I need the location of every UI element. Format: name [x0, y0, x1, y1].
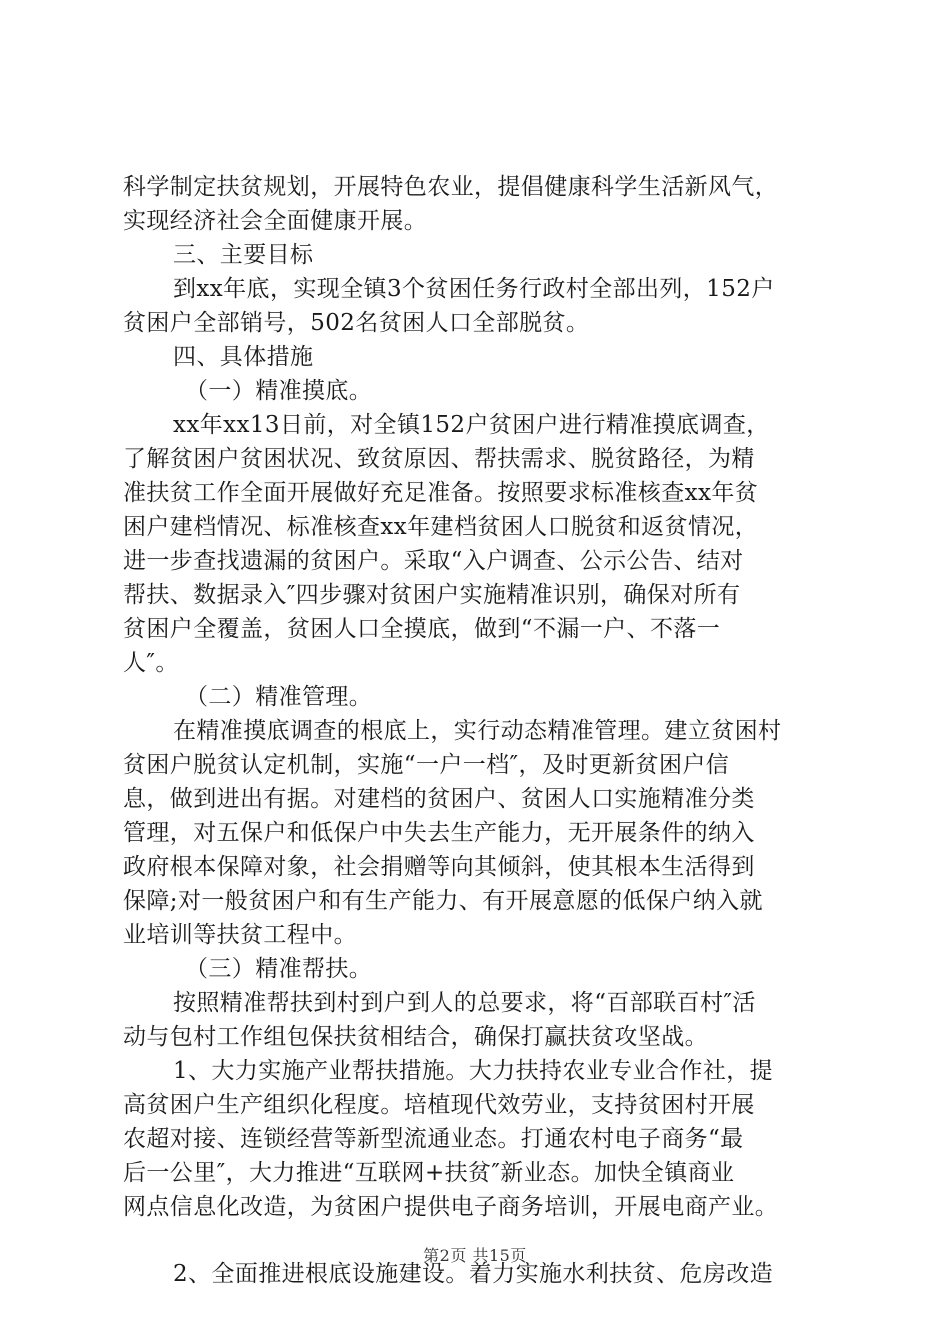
paragraph-line: 农超对接、连锁经营等新型流通业态。打通农村电子商务“最 [123, 1126, 744, 1152]
section-heading: 三、主要目标 [173, 242, 314, 268]
paragraph-line: 保障;对一般贫困户和有生产能力、有开展意愿的低保户纳入就 [123, 888, 763, 914]
paragraph-line: 1、大力实施产业帮扶措施。大力扶持农业专业合作社，提 [173, 1058, 774, 1084]
paragraph-line: 了解贫困户贫困状况、致贫原因、帮扶需求、脱贫路径，为精 [123, 446, 755, 472]
paragraph-line: 网点信息化改造，为贫困户提供电子商务培训，开展电商产业。 [123, 1194, 779, 1220]
paragraph-line: 实现经济社会全面健康开展。 [123, 208, 428, 234]
paragraph-line: 在精准摸底调查的根底上，实行动态精准管理。建立贫困村 [173, 718, 782, 744]
paragraph-line: 高贫困户生产组织化程度。培植现代效劳业，支持贫困村开展 [123, 1092, 755, 1118]
paragraph-line: 2、全面推进根底设施建设。着力实施水利扶贫、危房改造 [173, 1261, 774, 1287]
paragraph-line: 进一步查找遗漏的贫困户。采取“入户调查、公示公告、结对 [123, 548, 744, 574]
paragraph-line: 贫困户全覆盖，贫困人口全摸底，做到“不漏一户、不落一 [123, 616, 721, 642]
paragraph-line: 按照精准帮扶到村到户到人的总要求，将“百部联百村″活 [173, 990, 756, 1016]
section-heading: 四、具体措施 [173, 344, 314, 370]
paragraph-line: 到xx年底，实现全镇3个贫困任务行政村全部出列，152户 [173, 276, 775, 302]
paragraph-line: 业培训等扶贫工程中。 [123, 922, 357, 948]
paragraph-line: 息，做到进出有据。对建档的贫困户、贫困人口实施精准分类 [123, 786, 755, 812]
paragraph-line: 动与包村工作组包保扶贫相结合，确保打赢扶贫攻坚战。 [123, 1024, 708, 1050]
paragraph-line: 管理，对五保户和低保户中失去生产能力，无开展条件的纳入 [123, 820, 755, 846]
paragraph-line: 政府根本保障对象，社会捐赠等向其倾斜，使其根本生活得到 [123, 854, 755, 880]
paragraph-line: 准扶贫工作全面开展做好充足准备。按照要求标准核查xx年贫 [123, 480, 759, 506]
paragraph-line: 贫困户脱贫认定机制，实施“一户一档″，及时更新贫困户信 [123, 752, 730, 778]
subsection-heading: （三）精准帮扶。 [185, 956, 373, 982]
document-body [123, 170, 843, 1291]
paragraph-line: 人″。 [123, 650, 179, 676]
paragraph-line: xx年xx13日前，对全镇152户贫困户进行精准摸底调查， [173, 412, 770, 438]
paragraph-line: 贫困户全部销号，502名贫困人口全部脱贫。 [123, 310, 590, 336]
subsection-heading: （一）精准摸底。 [185, 378, 373, 404]
paragraph-line: 后一公里″，大力推进“互联网+扶贫″新业态。加快全镇商业 [123, 1160, 735, 1186]
paragraph-line: 困户建档情况、标准核查xx年建档贫困人口脱贫和返贫情况， [123, 514, 759, 540]
page-footer: 第2页 共15页 [423, 1246, 527, 1265]
paragraph-line: 科学制定扶贫规划，开展特色农业，提倡健康科学生活新风气， [123, 174, 779, 200]
paragraph-line: 帮扶、数据录入″四步骤对贫困户实施精准识别，确保对所有 [123, 582, 741, 608]
subsection-heading: （二）精准管理。 [185, 684, 373, 710]
